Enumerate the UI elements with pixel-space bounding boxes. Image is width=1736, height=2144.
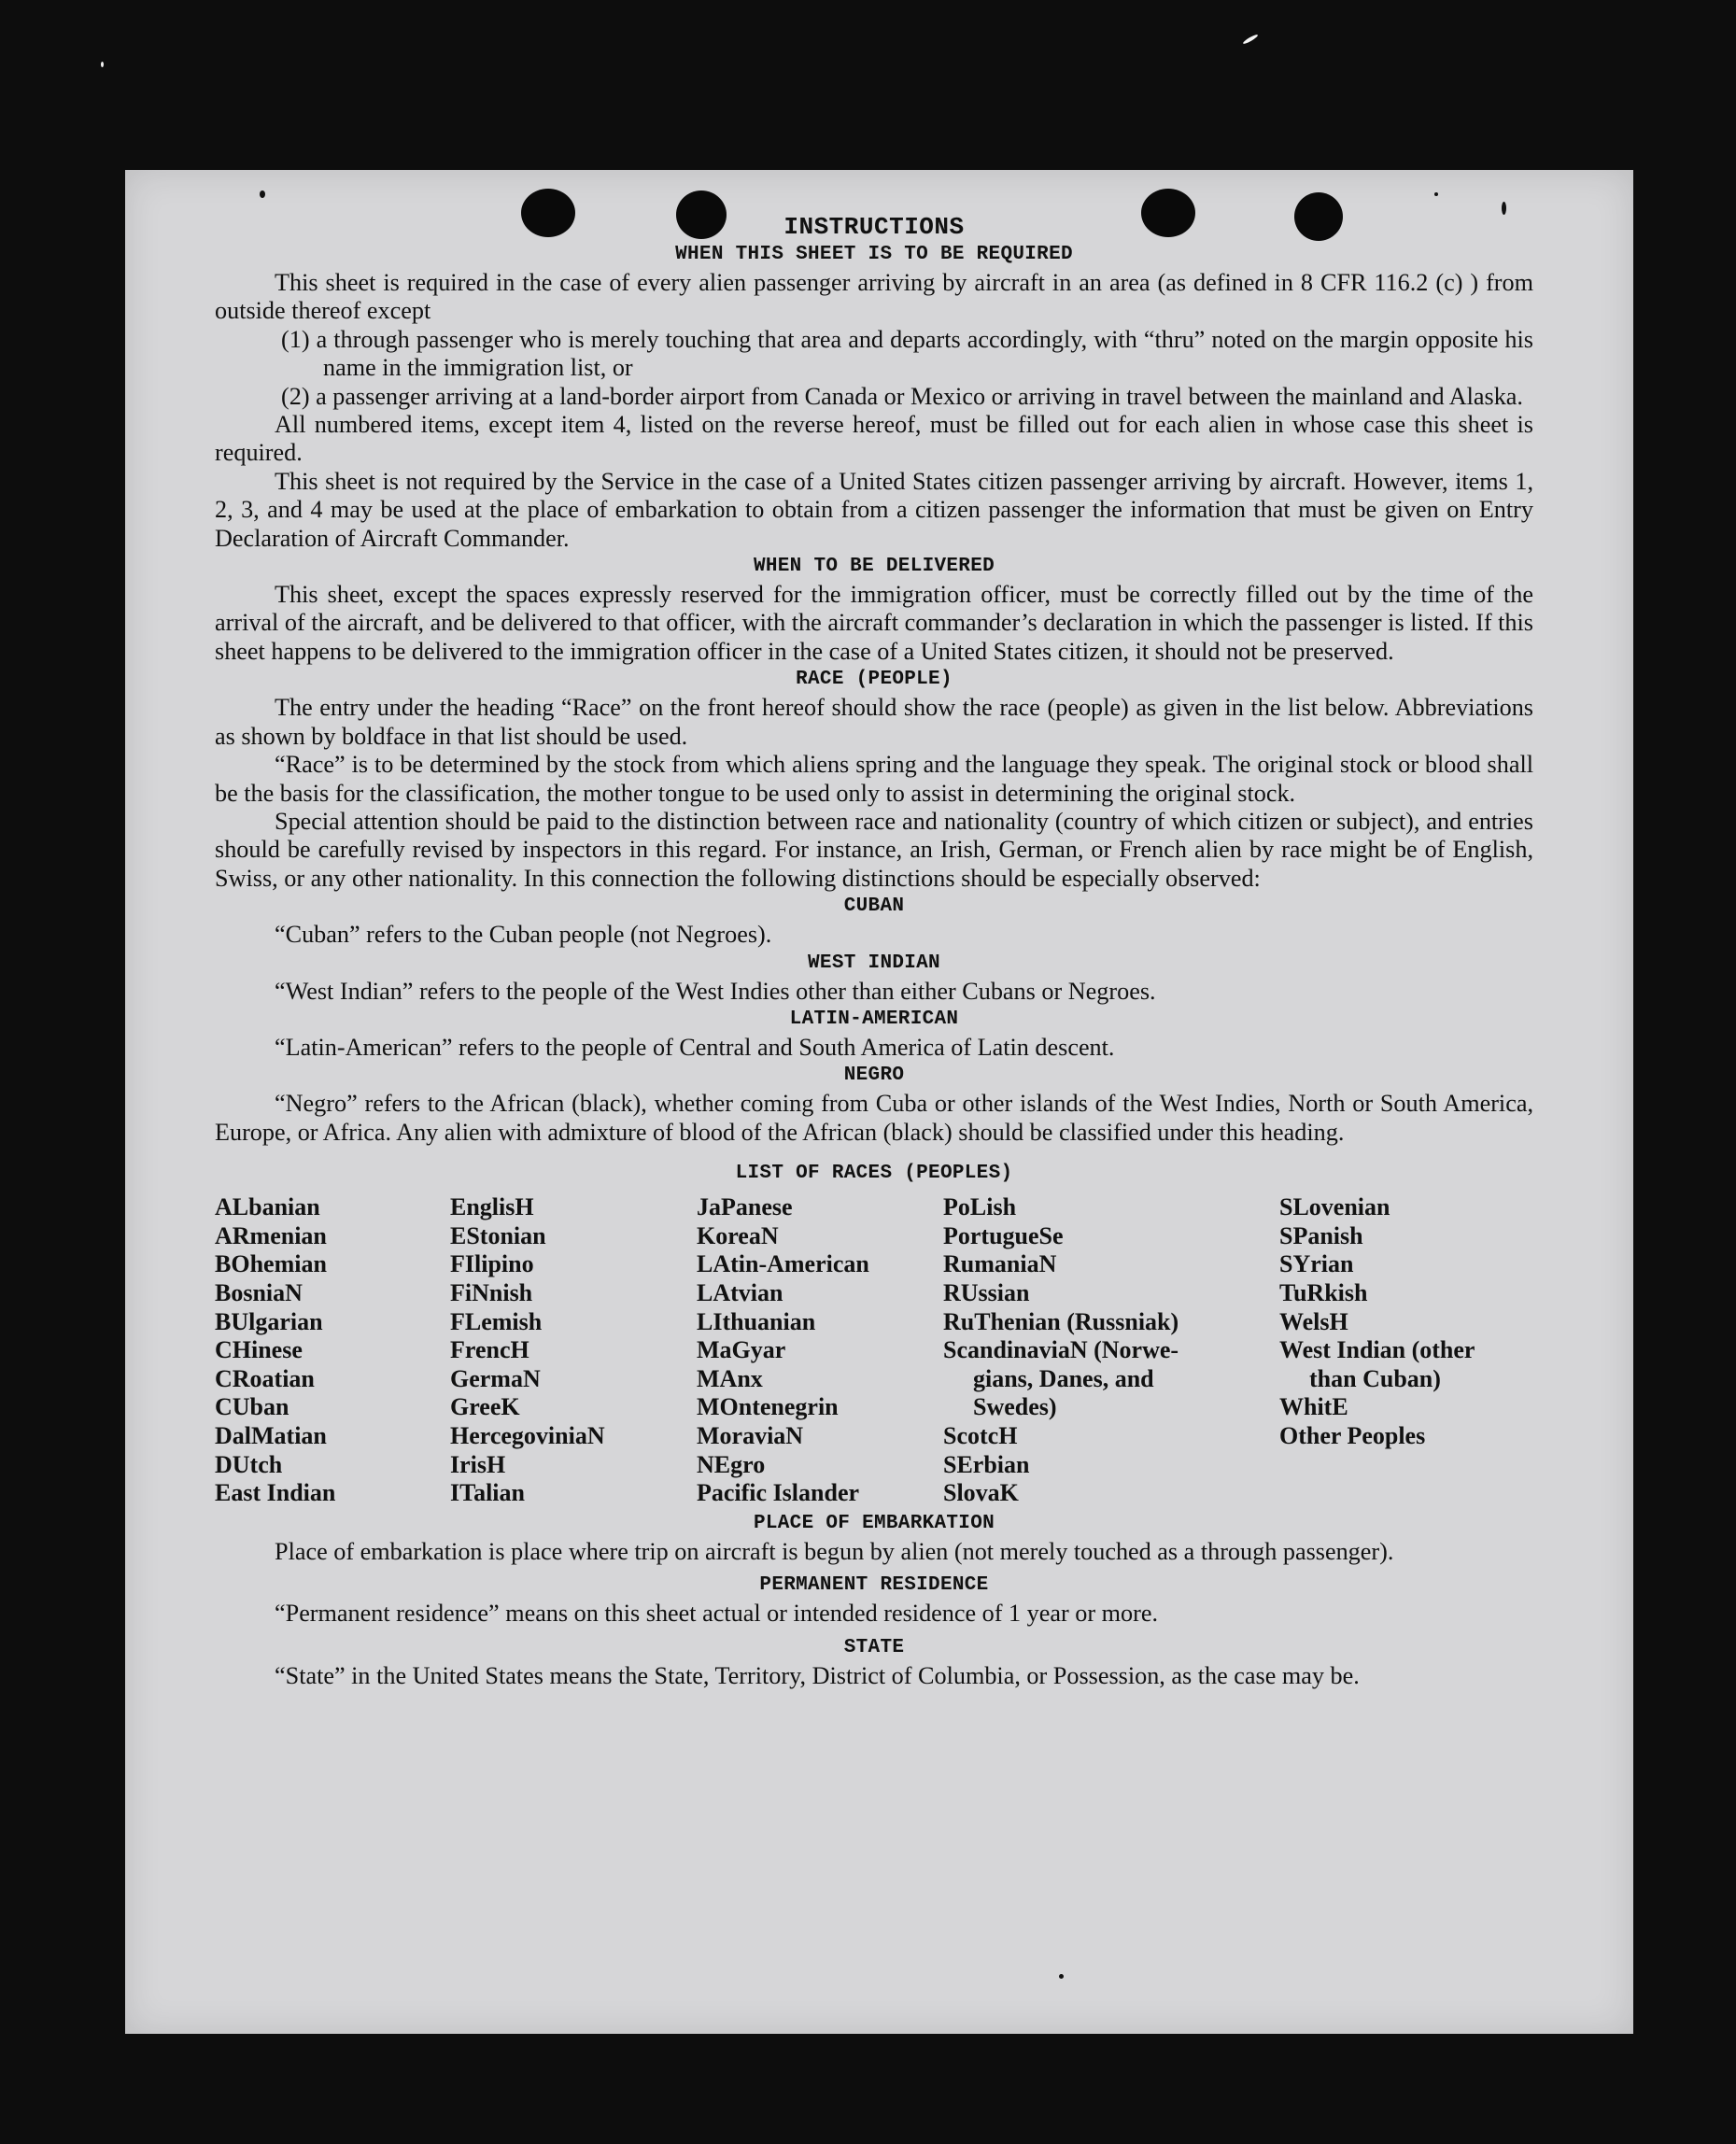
race-item: SLovenian (1279, 1193, 1390, 1221)
race-item: MAnx (697, 1364, 763, 1392)
race-item: MOntenegrin (697, 1393, 839, 1421)
paragraph: “Permanent residence” means on this sheet actual or intended residence of 1 year or more. (275, 1600, 1158, 1628)
race-item: EnglisH (450, 1193, 534, 1221)
scan-edge-mark (101, 62, 104, 67)
race-item: JaPanese (697, 1193, 793, 1221)
paragraph: “State” in the United States means the State, Territory, District of Columbia, or Possession, as the case may be. (275, 1661, 1360, 1689)
race-item: BOhemian (215, 1250, 327, 1278)
race-item: GreeK (450, 1393, 520, 1421)
race-item: WhitE (1279, 1393, 1348, 1421)
race-item: Pacific Islander (697, 1479, 860, 1507)
race-item: ScandinaviaN (Norwe- (943, 1336, 1179, 1364)
race-item: East Indian (215, 1479, 336, 1507)
heading-embarkation: PLACE OF EMBARKATION (753, 1512, 995, 1534)
race-item: SlovaK (943, 1479, 1019, 1507)
scan-edge-mark (1242, 34, 1259, 45)
race-item: CHinese (215, 1336, 303, 1364)
race-item: Swedes) (973, 1393, 1057, 1421)
race-item: DalMatian (215, 1421, 327, 1449)
heading-cuban: CUBAN (843, 896, 905, 918)
race-item: LIthuanian (697, 1307, 816, 1335)
heading-state: STATE (843, 1636, 905, 1658)
race-item: Other Peoples (1279, 1421, 1426, 1449)
heading-permanent-residence: PERMANENT RESIDENCE (759, 1574, 989, 1597)
race-item: FrencH (450, 1336, 529, 1364)
race-item: CRoatian (215, 1364, 315, 1392)
race-item: ARmenian (215, 1221, 327, 1249)
race-item: BosniaN (215, 1278, 303, 1306)
race-item: TuRkish (1279, 1278, 1368, 1306)
race-item: West Indian (other (1279, 1336, 1475, 1364)
paragraph: This sheet is not required by the Service in the case of a United States citizen passenger arriving by aircraft. However, items 1, 2, 3, and 4 may be used at the place of embarkation to obtain from a citizen passenger the information that must be given on Entry Declaration of Aircraft Commander. (215, 467, 1533, 552)
paragraph: “Race” is to be determined by the stock from which aliens spring and the language they speak. The original stock or blood shall be the basis for the classification, the mother tongue to be used only to assist in determining the original stock. (215, 751, 1533, 807)
race-item: GermaN (450, 1364, 541, 1392)
race-item: SErbian (943, 1450, 1030, 1478)
race-item: SPanish (1279, 1221, 1363, 1249)
speck (1059, 1974, 1064, 1979)
paragraph: “West Indian” refers to the people of the West Indies other than either Cubans or Negroes. (275, 977, 1156, 1005)
race-item: NEgro (697, 1450, 766, 1478)
heading-race: RACE (PEOPLE) (796, 669, 953, 691)
race-item: MoraviaN (697, 1421, 804, 1449)
race-item: ITalian (450, 1479, 525, 1507)
race-item: MaGyar (697, 1336, 786, 1364)
races-column (697, 1193, 943, 1508)
speck (260, 190, 265, 198)
paragraph: “Latin-American” refers to the people of Central and South America of Latin descent. (275, 1033, 1115, 1061)
paragraph: This sheet is required in the case of every alien passenger arriving by aircraft in an area (as defined in 8 CFR 116.2 (c) ) from outside thereof except (215, 269, 1533, 325)
heading-when-required: WHEN THIS SHEET IS TO BE REQUIRED (675, 244, 1073, 265)
race-item: EStonian (450, 1221, 546, 1249)
paragraph: Special attention should be paid to the distinction between race and nationality (country of which citizen or subject), and entries should be carefully revised by inspectors in this regard. For instance, an Irish, German, or French alien by race might be of English, Swiss, or any other nationality. In this connection the following distinctions should be especially observed: (215, 807, 1533, 892)
race-item: FiNnish (450, 1278, 533, 1306)
race-item: WelsH (1279, 1307, 1348, 1335)
race-item: BUlgarian (215, 1307, 323, 1335)
paragraph: (2) a passenger arriving at a land-border airport from Canada or Mexico or arriving in travel between the mainland and Alaska. (281, 382, 1523, 410)
heading-list-of-races: LIST OF RACES (PEOPLES) (735, 1163, 1013, 1185)
race-item: RUssian (943, 1278, 1030, 1306)
heading-west-indian: WEST INDIAN (808, 952, 940, 974)
race-item: PoLish (943, 1193, 1017, 1221)
instructions-text (215, 213, 1533, 1690)
races-column (450, 1193, 697, 1508)
race-item: FIlipino (450, 1250, 534, 1278)
page-title: INSTRUCTIONS (783, 213, 965, 241)
race-item: RuThenian (Russniak) (943, 1307, 1179, 1335)
instruction-sheet (125, 170, 1633, 2034)
races-table (215, 1193, 1533, 1508)
races-column (943, 1193, 1279, 1508)
paragraph: All numbered items, except item 4, listed on the reverse hereof, must be filled out for each alien in whose case this sheet is required. (215, 411, 1533, 467)
races-column (215, 1193, 450, 1508)
paragraph: (1) a through passenger who is merely touching that area and departs accordingly, with “thru” noted on the margin opposite his name in the immigration list, or (281, 325, 1533, 382)
paragraph: Place of embarkation is place where trip on aircraft is begun by alien (not merely touched as a through passenger). (275, 1537, 1394, 1565)
paragraph: “Cuban” refers to the Cuban people (not Negroes). (275, 921, 772, 949)
race-item: LAtin-American (697, 1250, 869, 1278)
race-item: HercegoviniaN (450, 1421, 605, 1449)
speck (1434, 192, 1438, 196)
race-item: KoreaN (697, 1221, 779, 1249)
heading-latin-american: LATIN-AMERICAN (789, 1008, 959, 1030)
paragraph: This sheet, except the spaces expressly reserved for the immigration officer, must be correctly filled out by the time of the arrival of the aircraft, and be delivered to that officer, with the aircraft commander’s declaration in which the passenger is listed. If this sheet happens to be delivered to the immigration officer in the case of a United States citizen, it should not be preserved. (215, 581, 1533, 665)
heading-negro: NEGRO (843, 1065, 905, 1087)
race-item: ScotcH (943, 1421, 1018, 1449)
race-item: PortugueSe (943, 1221, 1064, 1249)
races-column (1279, 1193, 1531, 1508)
race-item: ALbanian (215, 1193, 320, 1221)
race-item: LAtvian (697, 1278, 783, 1306)
race-item: SYrian (1279, 1250, 1354, 1278)
paragraph: The entry under the heading “Race” on the front hereof should show the race (people) as given in the list below. Abbreviations as shown by boldface in that list should be used. (215, 694, 1533, 750)
race-item: DUtch (215, 1450, 283, 1478)
paragraph: “Negro” refers to the African (black), whether coming from Cuba or other islands of the West Indies, North or South America, Europe, or Africa. Any alien with admixture of blood of the African (black) should be classified under this heading. (215, 1090, 1533, 1146)
heading-when-delivered: WHEN TO BE DELIVERED (753, 556, 995, 578)
race-item: CUban (215, 1393, 289, 1421)
race-item: IrisH (450, 1450, 506, 1478)
race-item: gians, Danes, and (973, 1364, 1154, 1392)
race-item: FLemish (450, 1307, 543, 1335)
race-item: RumaniaN (943, 1250, 1057, 1278)
race-item: than Cuban) (1309, 1364, 1441, 1392)
